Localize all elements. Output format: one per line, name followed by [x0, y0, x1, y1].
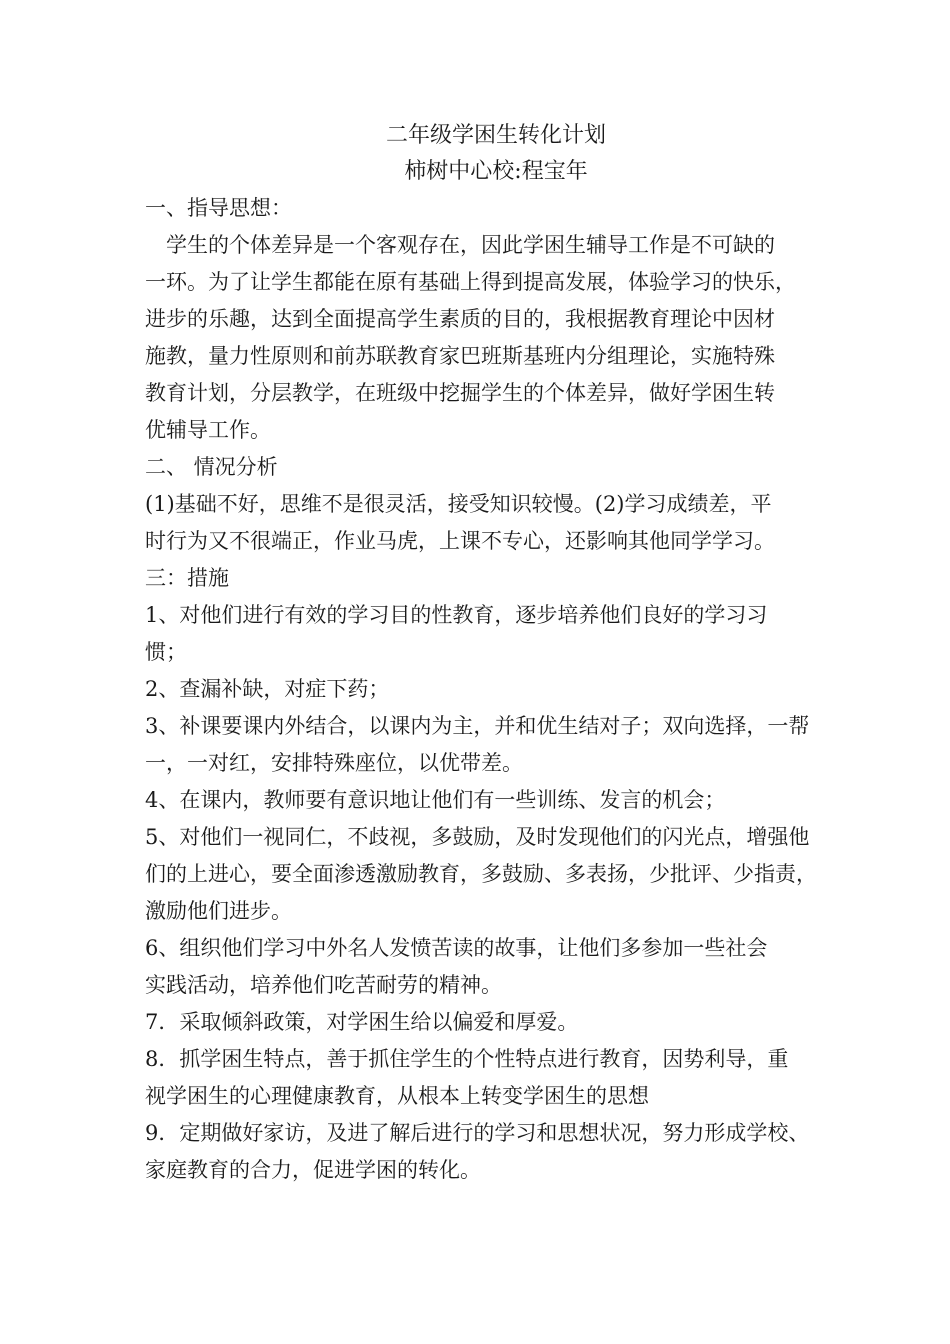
list-item-line: 惯； — [145, 640, 187, 664]
document-page — [145, 118, 817, 1189]
document-author: 柿树中心校:程宝年 — [404, 159, 588, 184]
list-item-line: 激励他们进步。 — [145, 899, 292, 923]
list-item-line: 2、查漏补缺，对症下药； — [145, 677, 390, 701]
paragraph-line: 学生的个体差异是一个客观存在，因此学困生辅导工作是不可缺的 — [166, 233, 775, 257]
paragraph-line: 施教，量力性原则和前苏联教育家巴班斯基班内分组理论，实施特殊 — [145, 344, 775, 368]
paragraph-line: 进步的乐趣，达到全面提高学生素质的目的，我根据教育理论中因材 — [145, 307, 775, 331]
list-item-line: 们的上进心，要全面渗透激励教育，多鼓励、多表扬，少批评、少指责， — [145, 862, 817, 886]
list-item-line: 9．定期做好家访，及进了解后进行的学习和思想状况，努力形成学校、 — [145, 1121, 810, 1145]
paragraph-line: 一环。为了让学生都能在原有基础上得到提高发展，体验学习的快乐， — [145, 270, 796, 294]
section-heading-situation-analysis: 二、 情况分析 — [145, 455, 278, 479]
list-item-line: 家庭教育的合力，促进学困的转化。 — [145, 1158, 481, 1182]
list-item-line: 5、对他们一视同仁，不歧视，多鼓励，及时发现他们的闪光点，增强他 — [145, 825, 810, 849]
paragraph-line: 优辅导工作。 — [145, 418, 271, 442]
list-item-line: 4、在课内，教师要有意识地让他们有一些训练、发言的机会； — [145, 788, 726, 812]
list-item-line: 8．抓学困生特点，善于抓住学生的个性特点进行教育，因势利导，重 — [145, 1047, 789, 1071]
list-item-line: 1、对他们进行有效的学习目的性教育，逐步培养他们良好的学习习 — [145, 603, 768, 627]
paragraph-line: 教育计划，分层教学，在班级中挖掘学生的个体差异，做好学困生转 — [145, 381, 775, 405]
section-heading-guiding-thought: 一、指导思想： — [145, 196, 292, 220]
paragraph-line: 时行为又不很端正，作业马虎，上课不专心，还影响其他同学学习。 — [145, 529, 775, 553]
list-item-line: 实践活动，培养他们吃苦耐劳的精神。 — [145, 973, 502, 997]
list-item-line: 7．采取倾斜政策，对学困生给以偏爱和厚爱。 — [145, 1010, 579, 1034]
list-item-line: 3、补课要课内外结合，以课内为主，并和优生结对子；双向选择，一帮 — [145, 714, 810, 738]
list-item-line: 6、组织他们学习中外名人发愤苦读的故事，让他们多参加一些社会 — [145, 936, 768, 960]
paragraph-line: (1)基础不好，思维不是很灵活，接受知识较慢。(2)学习成绩差，平 — [145, 492, 772, 516]
section-heading-measures: 三：措施 — [145, 566, 229, 590]
document-title: 二年级学困生转化计划 — [385, 123, 606, 148]
list-item-line: 一，一对红，安排特殊座位，以优带差。 — [145, 751, 523, 775]
list-item-line: 视学困生的心理健康教育，从根本上转变学困生的思想 — [145, 1084, 649, 1108]
